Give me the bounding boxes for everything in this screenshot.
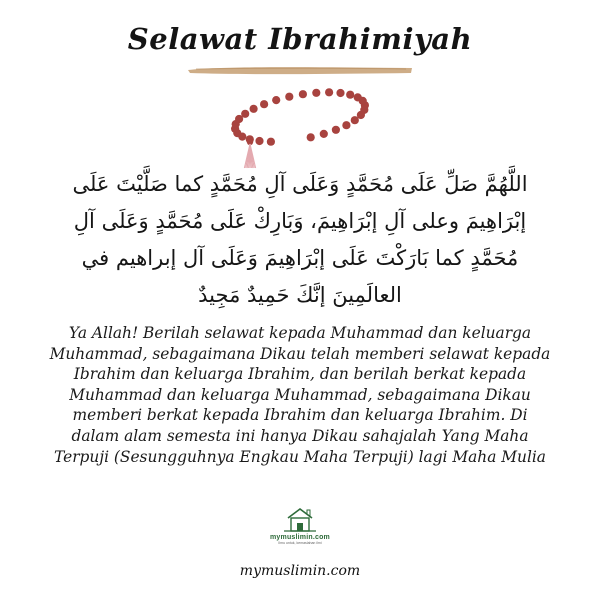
bead [285, 93, 293, 101]
arabic-selawat-text [52, 166, 548, 314]
bead [250, 105, 258, 113]
bead [299, 90, 307, 98]
arabic-line: العالَمِينَ إنَّكَ حَمِيدٌ مَجِيدٌ [198, 283, 402, 307]
site-url-link[interactable]: mymuslimin.com [239, 563, 361, 579]
arabic-line: اللَّهُمَّ صَلِّ عَلَى مُحَمَّدٍ وَعَلَى آلِ مُحَمَّدٍ كما صَلَّيْتَ عَلَى [72, 172, 528, 196]
bead [272, 96, 280, 104]
translation-line: Ibrahim dan keluarga Ibrahim, dan berilah berkat kepada [73, 365, 527, 384]
translation-line: Ya Allah! Berilah selawat kepada Muhammad dan keluarga [68, 324, 532, 342]
bead [332, 126, 340, 134]
translation-line: Muhammad, sebagaimana Dikau telah memberi selawat kepada [49, 344, 551, 363]
bead [342, 121, 350, 129]
bead [325, 88, 333, 96]
arabic-line: مُحَمَّدٍ كما بَارَكْتَ عَلَى إبْرَاهِيمَ وَعَلَى آل إبراهيم في [81, 246, 519, 270]
translation-line: Muhammad dan keluarga Muhammad, sebagaimana Dikau [69, 385, 531, 404]
bead [346, 91, 354, 99]
logo-name: mymuslimin.com [270, 534, 330, 541]
site-logo[interactable] [0, 506, 600, 545]
translation-line: Terpuji (Sesungguhnya Engkau Maha Terpuji) lagi Maha Mulia [54, 447, 546, 466]
translation-line: memberi berkat kepada Ibrahim dan keluarga Ibrahim. Di [72, 406, 528, 425]
bead [312, 89, 320, 97]
malay-translation-text [40, 323, 560, 467]
house-book-logo-icon [280, 506, 320, 534]
bead [241, 110, 249, 118]
arabic-line: إبْرَاهِيمَ وعلى آلِ إبْرَاهِيمَ، وَبَارِكْ عَلَى مُحَمَّدٍ وَعَلَى آلِ [73, 209, 527, 233]
bead [320, 130, 328, 138]
bead [267, 138, 275, 146]
bead [336, 89, 344, 97]
bead [351, 116, 359, 124]
bead [260, 100, 268, 108]
prayer-beads-icon [220, 82, 380, 177]
logo-tagline: Ilmu untuk, kemaslahan ilmi [278, 541, 322, 545]
bead [307, 133, 315, 141]
bead [359, 97, 367, 105]
bead [255, 137, 263, 145]
translation-line: dalam alam semesta ini hanya Dikau sahajalah Yang Maha [71, 426, 529, 445]
page-title: Selawat Ibrahimiyah [127, 22, 473, 56]
brush-stroke-divider [186, 64, 414, 76]
